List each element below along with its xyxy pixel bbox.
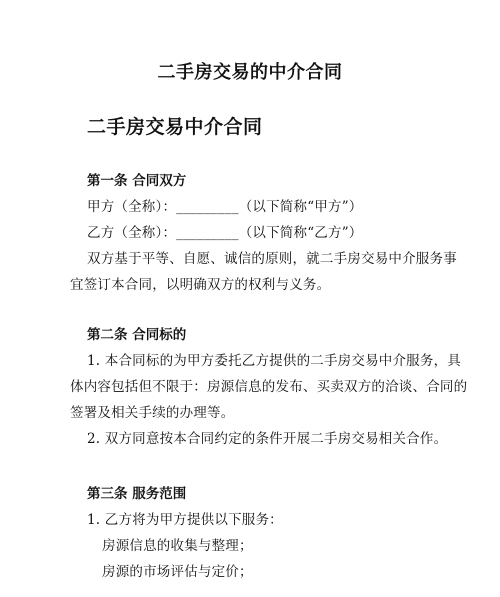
contract-title: 二手房交易中介合同 [87,116,263,138]
section-1-heading: 第一条 合同双方 [87,173,187,189]
document-title: 二手房交易的中介合同 [157,62,343,83]
section-1-intro-line-1: 双方基于平等、自愿、诚信的原则，就二手房交易中介服务事 [87,251,457,267]
section-2-heading: 第二条 合同标的 [87,327,187,343]
section-3-sub-item-2: 房源的市场评估与定价； [102,564,253,580]
party-a-line: 甲方（全称）：_________（以下简称“甲方”） [87,199,363,215]
section-3-heading: 第三条 服务范围 [87,486,187,502]
section-1-intro-line-2: 宜签订本合同，以明确双方的权利与义务。 [70,277,331,293]
party-b-line: 乙方（全称）：_________（以下简称“乙方”） [87,225,363,241]
section-2-item-1-line-3: 签署及相关手续的办理等。 [70,405,235,421]
section-2-item-1-line-2: 体内容包括但不限于：房源信息的发布、买卖双方的洽谈、合同的 [70,379,468,395]
section-2-item-1-line-1: 1. 本合同标的为甲方委托乙方提供的二手房交易中介服务，具 [87,353,461,369]
section-2-item-2: 2. 双方同意按本合同约定的条件开展二手房交易相关合作。 [87,431,448,447]
section-3-sub-item-1: 房源信息的收集与整理； [102,538,253,554]
section-3-item-1: 1. 乙方将为甲方提供以下服务： [87,512,283,528]
